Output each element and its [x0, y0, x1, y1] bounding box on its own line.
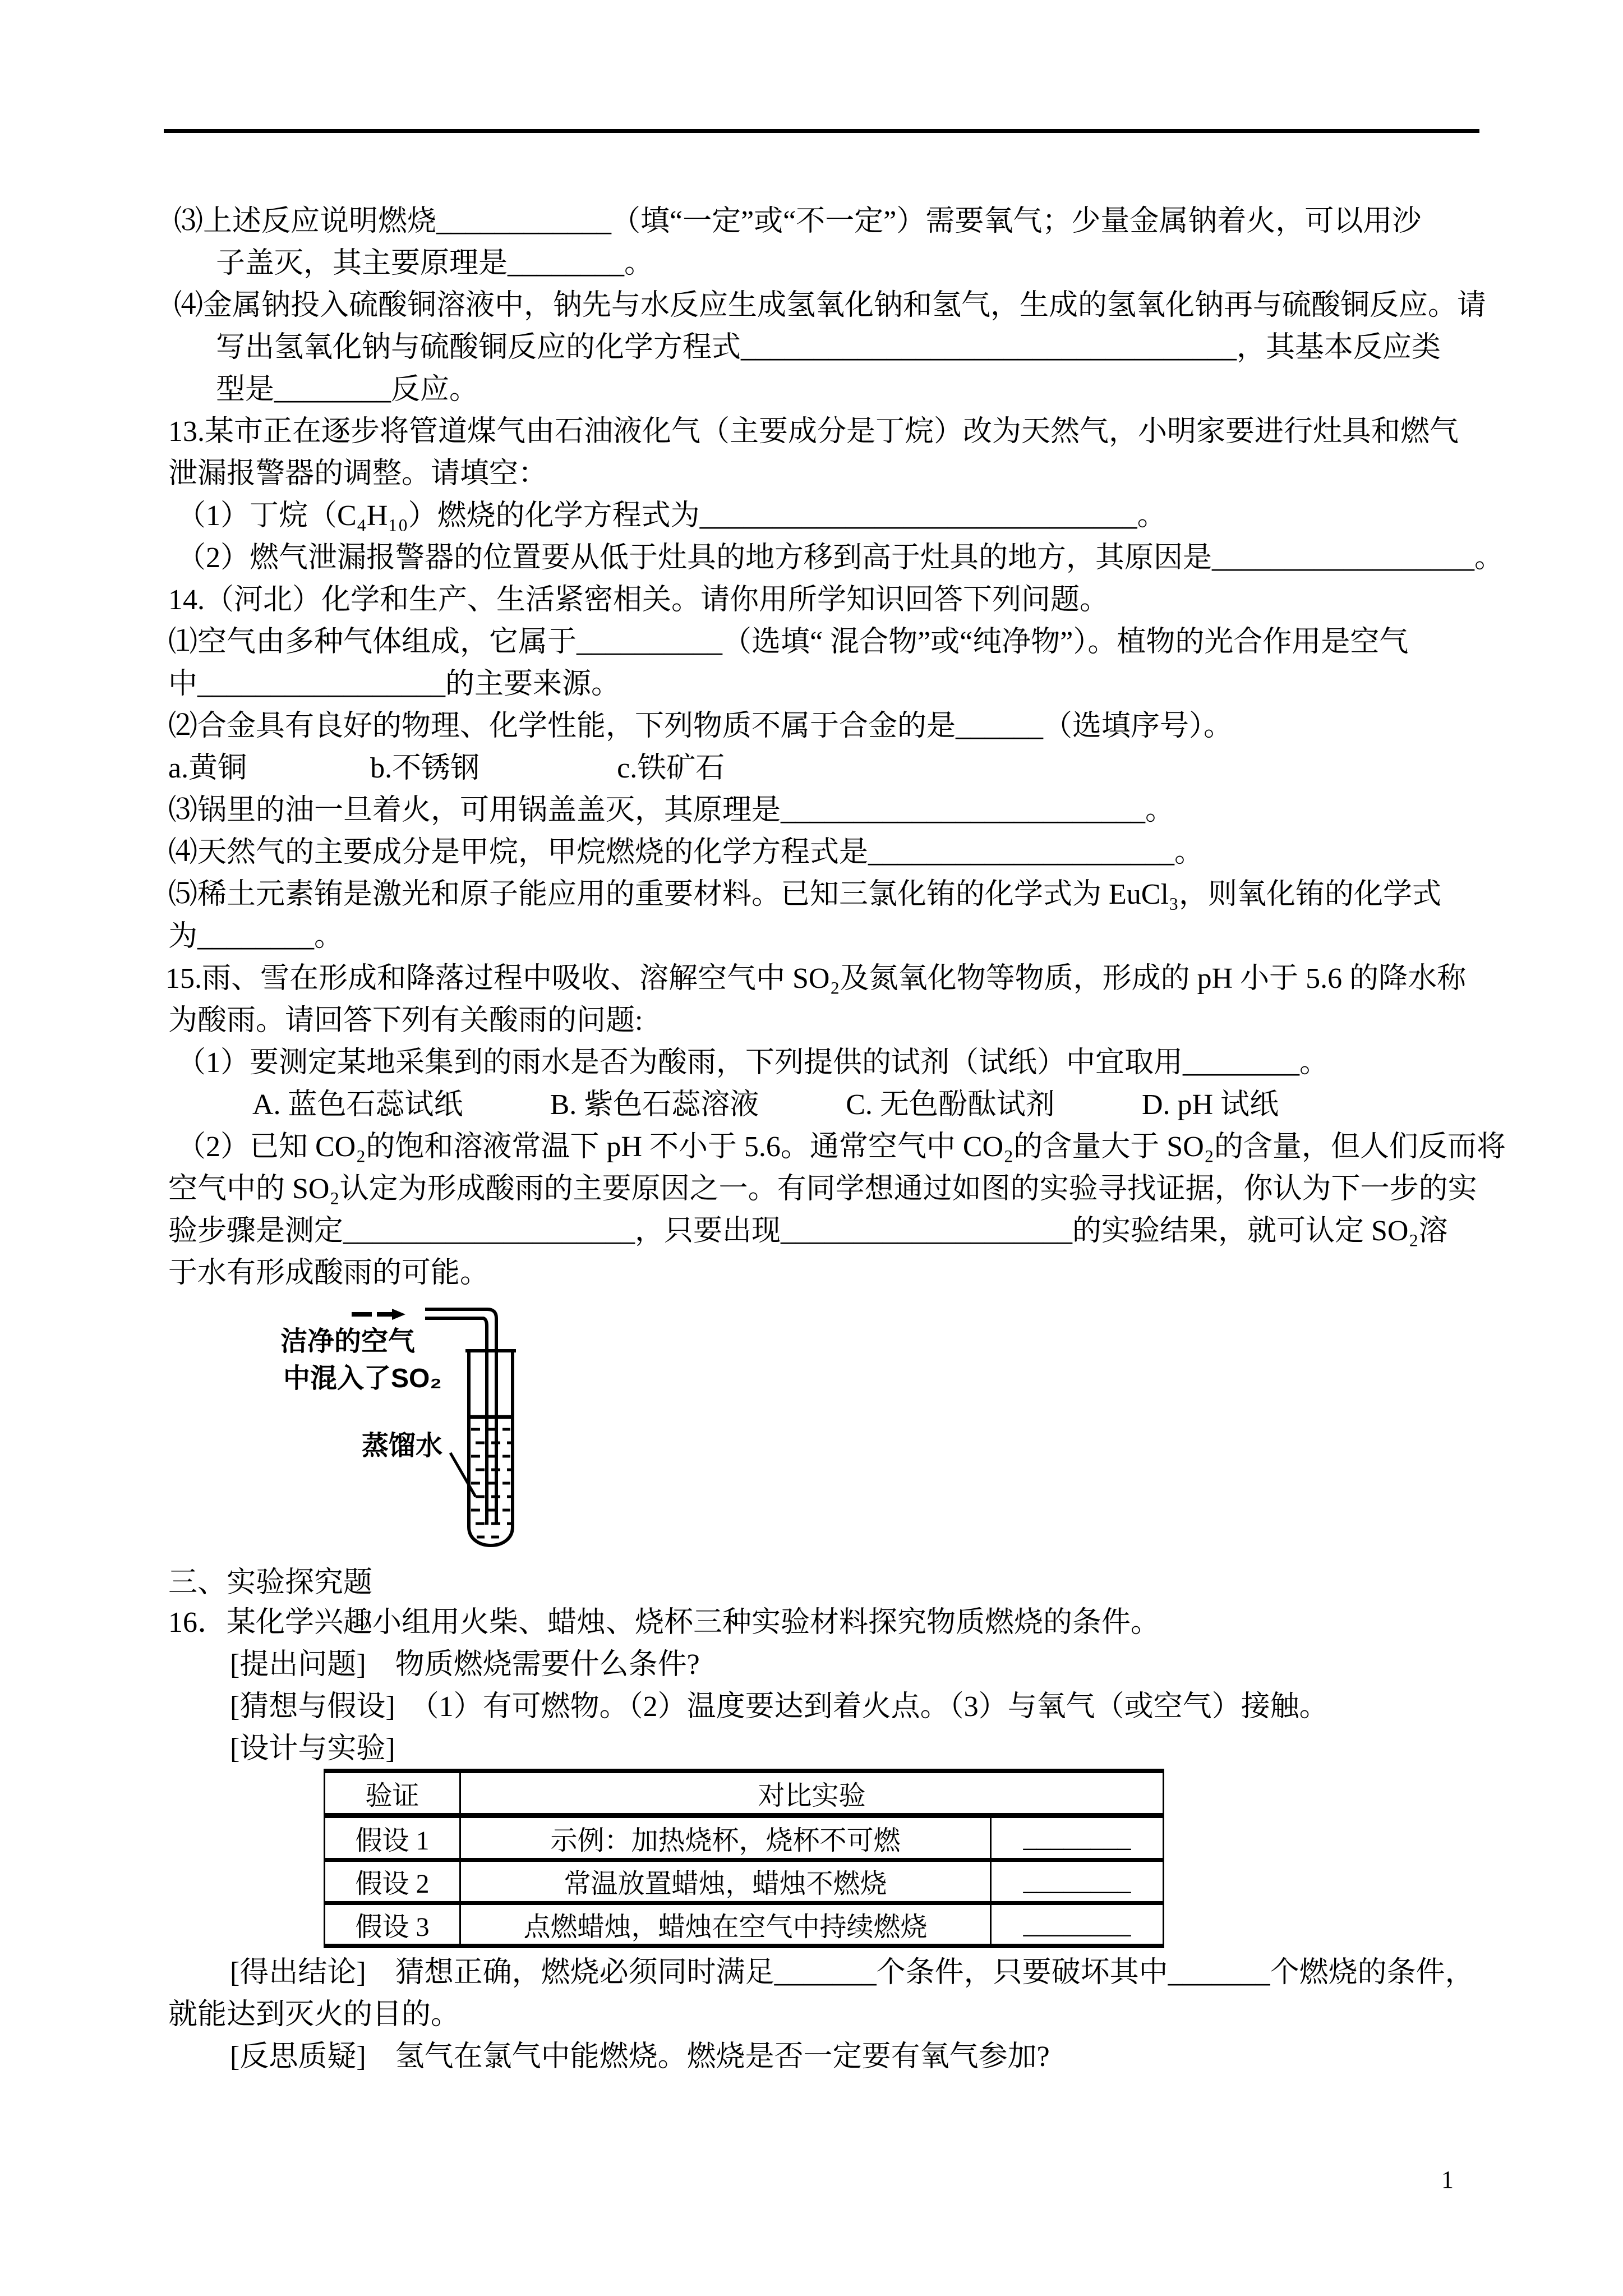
choice-b: b.不锈钢	[370, 752, 480, 784]
option-a: A. 蓝色石蕊试纸	[252, 1089, 463, 1121]
choice-a: a.黄铜	[168, 752, 247, 784]
q3-line-1: ⑶上述反应说明燃烧____________（填“一定”或“不一定”）需要氧气；少量金属钠着火，可以用沙	[174, 205, 1422, 237]
table-row	[325, 1815, 1164, 1860]
q16-line-1: 16．某化学兴趣小组用火柴、蜡烛、烧杯三种实验材料探究物质燃烧的条件。	[168, 1607, 1160, 1639]
q16-design: [设计与实验]	[230, 1733, 395, 1765]
q15-sub-1: （1）要测定某地采集到的雨水是否为酸雨，下列提供的试剂（试纸）中宜取用________。	[177, 1047, 1329, 1079]
q16-guess: [猜想与假设] （1）有可燃物。（2）温度要达到着火点。（3）与氧气（或空气）接触。	[230, 1691, 1329, 1723]
q14-sub-1b: 中_________________的主要来源。	[168, 668, 621, 700]
hypothesis-3-experiment: 点燃蜡烛，蜡烛在空气中持续燃烧	[460, 1903, 991, 1946]
experiment-table	[324, 1769, 1164, 1948]
q15-sub-2d: 于水有形成酸雨的可能。	[168, 1257, 490, 1289]
q13-line-2: 泄漏报警器的调整。请填空：	[168, 458, 548, 490]
q16-conclusion: [得出结论] 猜想正确，燃烧必须同时满足_______个条件，只要破坏其中_______个燃烧的条件，	[230, 1957, 1474, 1989]
diagram-label-clean-air: 洁净的空气	[280, 1327, 416, 1356]
distilled-water	[469, 1417, 513, 1537]
q15-line-2: 为酸雨。请回答下列有关酸雨的问题:	[168, 1005, 643, 1037]
q14-sub-2: ⑵合金具有良好的物理、化学性能，下列物质不属于合金的是______（选填序号）。	[168, 710, 1233, 742]
hypothesis-1-experiment: 示例：加热烧杯，烧杯不可燃	[460, 1815, 991, 1860]
q4-line-3: 型是________反应。	[216, 374, 479, 406]
gas-flow-arrow-icon	[352, 1309, 405, 1320]
label-pointer-line	[450, 1453, 476, 1497]
hypothesis-2-experiment: 常温放置蜡烛，蜡烛不燃烧	[460, 1860, 991, 1903]
diagram-label-distilled-water: 蒸馏水	[362, 1431, 443, 1461]
q14-sub-3: ⑶锅里的油一旦着火，可用锅盖盖灭，其原理是_________________________。	[168, 794, 1175, 826]
q16-reflect: [反思质疑] 氢气在氯气中能燃烧。燃烧是否一定要有氧气参加?	[230, 2041, 1050, 2073]
table-row	[325, 1860, 1164, 1903]
q4-line-1: ⑷金属钠投入硫酸铜溶液中，钠先与水反应生成氢氧化钠和氢气，生成的氢氧化钠再与硫酸铜反应。请	[174, 289, 1487, 321]
option-d: D. pH 试纸	[1141, 1089, 1279, 1121]
table-header-verify: 验证	[325, 1771, 460, 1815]
choice-c: c.铁矿石	[617, 752, 725, 784]
q14-sub-5b: 为________。	[168, 921, 344, 953]
q14-sub-4: ⑷天然气的主要成分是甲烷，甲烷燃烧的化学方程式是_____________________。	[168, 836, 1204, 868]
q3-line-2: 子盖灭，其主要原理是________。	[216, 247, 654, 279]
q15-line-1: 15.雨、雪在形成和降落过程中吸收、溶解空气中 SO₂及氮氧化物等物质，形成的 pH 小于 5.6 的降水称	[165, 963, 1467, 995]
q14-line-1: 14.（河北）化学和生产、生活紧密相关。请你用所学知识回答下列问题。	[168, 584, 1109, 616]
q16-conclusion-2: 就能达到灭火的目的。	[168, 1999, 460, 2031]
hypothesis-3-blank: ________	[991, 1903, 1164, 1946]
table-header-contrast: 对比实验	[460, 1771, 1164, 1815]
hypothesis-3-label: 假设 3	[325, 1903, 460, 1946]
q15-options	[252, 1084, 1279, 1126]
hypothesis-2-blank: ________	[991, 1860, 1164, 1903]
q15-sub-2c: 验步骤是测定____________________，只要出现____________________的实验结果，就可认定 SO₂溶	[168, 1215, 1448, 1247]
hypothesis-1-blank: ________	[991, 1815, 1164, 1860]
section-3-title: 三、实验探究题	[168, 1567, 373, 1599]
option-b: B. 紫色石蕊溶液	[550, 1089, 759, 1121]
q15-sub-2b: 空气中的 SO₂认定为形成酸雨的主要原因之一。有同学想通过如图的实验寻找证据，你认为下一步的实	[168, 1173, 1477, 1205]
option-c: C. 无色酚酞试剂	[846, 1089, 1055, 1121]
q16-ask: [提出问题] 物质燃烧需要什么条件?	[230, 1649, 700, 1681]
hypothesis-1-label: 假设 1	[325, 1815, 460, 1860]
q13-line-1: 13.某市正在逐步将管道煤气由石油液化气（主要成分是丁烷）改为天然气，小明家要进行灶具和燃气	[168, 416, 1459, 448]
test-tube	[465, 1351, 516, 1545]
hypothesis-2-label: 假设 2	[325, 1860, 460, 1903]
q15-sub-2: （2）已知 CO₂的饱和溶液常温下 pH 不小于 5.6。通常空气中 CO₂的含量大于 SO₂的含量，但人们反而将	[177, 1131, 1506, 1163]
q13-sub-1: （1）丁烷（C₄H₁₀）燃烧的化学方程式为______________________________。	[177, 500, 1166, 532]
table-header-row	[325, 1771, 1164, 1815]
page-number: 1	[1441, 2166, 1454, 2193]
header-rule	[164, 129, 1479, 133]
q4-line-2: 写出氢氧化钠与硫酸铜反应的化学方程式__________________________________，其基本反应类	[216, 332, 1441, 364]
q14-sub-5: ⑸稀土元素铕是激光和原子能应用的重要材料。已知三氯化铕的化学式为 EuCl₃，则氧化铕的化学式	[168, 878, 1442, 910]
diagram-label-so2: 中混入了SO₂	[283, 1364, 442, 1393]
q13-sub-2: （2）燃气泄漏报警器的位置要从低于灶具的地方移到高于灶具的地方，其原因是__________________。	[177, 542, 1504, 574]
q14-sub-1: ⑴空气由多种气体组成，它属于__________（选填“ 混合物”或“纯净物”）。植物的光合作用是空气	[168, 626, 1409, 658]
q14-choices	[168, 747, 725, 790]
table-row	[325, 1903, 1164, 1946]
